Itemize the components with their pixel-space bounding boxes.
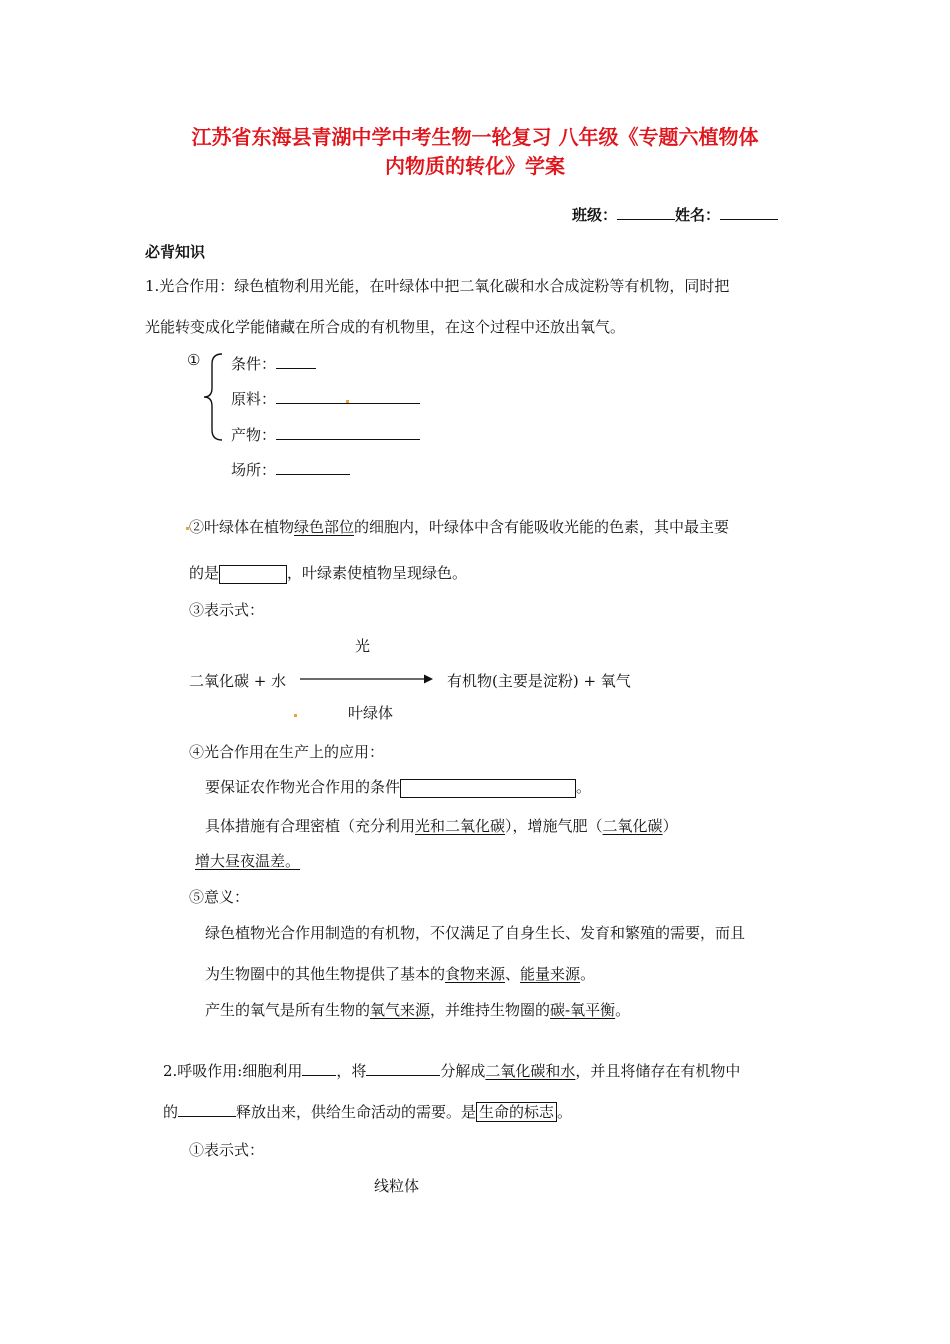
equation-reactants: 二氧化碳 + 水 xyxy=(189,672,287,690)
item4-line-3: 增大昼夜温差。 xyxy=(195,852,301,870)
energy-source-underlined: 能量来源 xyxy=(520,965,581,983)
name-blank xyxy=(720,205,778,220)
item4-line1-text: 要保证农作物光合作用的条件 xyxy=(205,778,401,796)
item2-line2-pre: 的是 xyxy=(189,564,220,582)
green-part-underlined: 绿色部位 xyxy=(294,518,355,536)
item2-line-1 xyxy=(189,516,729,537)
doc-title-line-1: 江苏省东海县青湖中学中考生物一轮复习 八年级《专题六植物体 xyxy=(191,125,759,149)
equation-arrow xyxy=(300,672,434,686)
item5-line2-sep: 、 xyxy=(505,965,521,983)
equation-light: 光 xyxy=(355,637,371,655)
co2-underlined: 二氧化碳 xyxy=(602,817,663,835)
respiration-line1-end: ，并且将储存在有机物中 xyxy=(575,1062,741,1080)
site-blank xyxy=(276,460,350,475)
respiration-line1-mid: ，将 xyxy=(336,1062,367,1080)
respiration-line2-pre: 的 xyxy=(163,1103,179,1121)
respiration-line2-end: 。 xyxy=(557,1103,573,1121)
class-blank xyxy=(617,205,675,220)
food-source-underlined: 食物来源 xyxy=(445,965,506,983)
item3-label: ③表示式： xyxy=(189,601,265,619)
conditions-blank xyxy=(276,354,316,369)
item4-line-1 xyxy=(205,776,591,798)
photosynthesis-def-line-2: 光能转变成化学能储藏在所合成的有机物里，在这个过程中还放出氧气。 xyxy=(145,318,626,336)
respiration-line1-mid2: 分解成 xyxy=(440,1062,486,1080)
chlorophyll-answer-box xyxy=(219,565,287,584)
co2-water-underlined: 二氧化碳和水 xyxy=(485,1062,576,1080)
item4-line1-end: 。 xyxy=(576,778,592,796)
oxygen-blank xyxy=(302,1061,336,1076)
item5-line-2 xyxy=(205,963,595,984)
materials-row xyxy=(231,388,420,409)
light-co2-underlined: 光和二氧化碳 xyxy=(415,817,506,835)
item2-line2-post: ，叶绿素使植物呈现绿色。 xyxy=(287,564,468,582)
respiration-line1-pre: 2.呼吸作用:细胞利用 xyxy=(163,1062,303,1080)
item1-marker: ① xyxy=(187,351,201,369)
respiration-line-1 xyxy=(163,1060,740,1081)
photosynthesis-def-line-1: 1.光合作用：绿色植物利用光能，在叶绿体中把二氧化碳和水合成淀粉等有机物，同时把 xyxy=(145,277,730,295)
item4-line2-mid: ），增施气肥（ xyxy=(505,817,603,835)
carbon-oxygen-balance-underlined: 碳-氧平衡 xyxy=(550,1001,616,1019)
item5-line3-mid: ，并维持生物圈的 xyxy=(430,1001,551,1019)
respiration-line2-mid: 释放出来，供给生命活动的需要。是 xyxy=(236,1103,477,1121)
materials-label: 原料： xyxy=(231,390,277,408)
respiration-line-2 xyxy=(163,1101,572,1122)
item4-line2-pre: 具体措施有合理密植（充分利用 xyxy=(205,817,416,835)
item2-text: ②叶绿体在植物 xyxy=(189,518,295,536)
conditions-label: 条件： xyxy=(231,355,277,373)
conditions-answer-box xyxy=(400,779,576,798)
item5-label: ⑤意义： xyxy=(189,888,250,906)
products-row xyxy=(231,424,420,445)
item5-line3-pre: 产生的氧气是所有生物的 xyxy=(205,1001,371,1019)
products-blank xyxy=(276,425,420,440)
item5-line3-end: 。 xyxy=(615,1001,631,1019)
respiration-equation-site: 线粒体 xyxy=(374,1177,420,1195)
item4-line-2 xyxy=(205,815,678,836)
products-label: 产物： xyxy=(231,426,277,444)
sign-of-life-boxed: 生命的标志 xyxy=(476,1102,557,1122)
item2-line-2 xyxy=(189,562,467,584)
item4-line2-end: ） xyxy=(662,817,678,835)
energy-blank xyxy=(178,1102,236,1117)
conditions-row xyxy=(231,353,316,374)
class-name-line xyxy=(572,204,778,225)
site-label: 场所： xyxy=(231,461,277,479)
doc-title-line-2: 内物质的转化》学案 xyxy=(385,154,565,178)
equation-products: 有机物(主要是淀粉) + 氧气 xyxy=(447,672,631,690)
name-label: 姓名： xyxy=(675,206,721,224)
oxygen-source-underlined: 氧气来源 xyxy=(370,1001,431,1019)
item5-line-3 xyxy=(205,999,630,1020)
orange-mark xyxy=(346,400,349,403)
respiration-item1-label: ①表示式： xyxy=(189,1141,265,1159)
item2-text-rest: 的细胞内，叶绿体中含有能吸收光能的色素，其中最主要 xyxy=(354,518,730,536)
item5-line-1: 绿色植物光合作用制造的有机物，不仅满足了自身生长、发育和繁殖的需要，而且 xyxy=(205,924,746,942)
item5-line2-end: 。 xyxy=(580,965,596,983)
organic-matter-blank xyxy=(366,1061,440,1076)
equation-site: 叶绿体 xyxy=(348,704,394,722)
orange-mark xyxy=(294,714,297,717)
section-heading: 必背知识 xyxy=(145,243,206,261)
site-row xyxy=(231,459,350,480)
curly-brace xyxy=(200,352,226,442)
item5-line2-pre: 为生物圈中的其他生物提供了基本的 xyxy=(205,965,446,983)
class-label: 班级： xyxy=(572,206,618,224)
item4-label: ④光合作用在生产上的应用： xyxy=(189,743,385,761)
